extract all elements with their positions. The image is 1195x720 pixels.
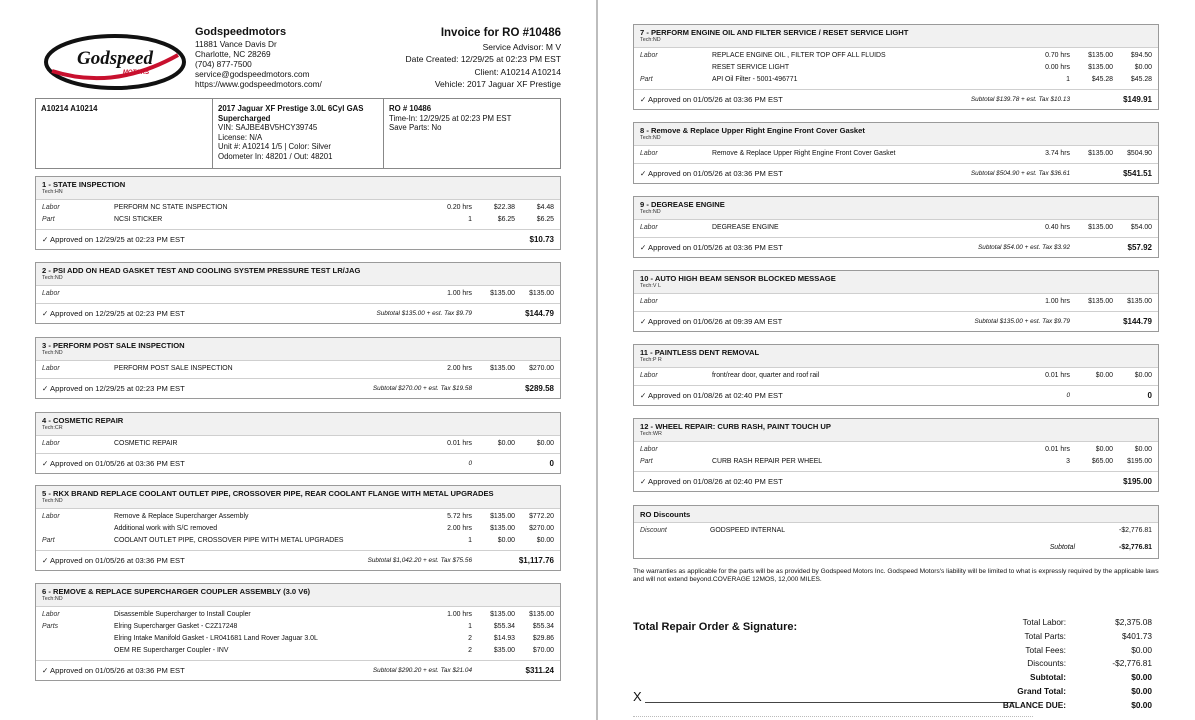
job-title: 6 - REMOVE & REPLACE SUPERCHARGER COUPLER ASSEMBLY (3.0 V6) [42, 587, 311, 596]
job-line [36, 363, 560, 375]
job-line [634, 444, 1158, 456]
job-title: 2 - PSI ADD ON HEAD GASKET TEST AND COOLING SYSTEM PRESSURE TEST LR/JAG [42, 266, 361, 275]
line-rate: $135.00 [1088, 52, 1113, 59]
line-qty: 1 [468, 623, 472, 630]
line-rate: $135.00 [490, 290, 515, 297]
discount-desc: GODSPEED INTERNAL [710, 527, 786, 534]
ro-discounts-box [633, 505, 1159, 559]
job-header [36, 263, 560, 286]
job-total: $311.24 [525, 666, 554, 675]
line-qty: 0.00 hrs [1045, 64, 1070, 71]
totals-block [922, 617, 1152, 714]
invoice-page-left [0, 0, 596, 720]
job-subtotal: Subtotal $270.00 + est. Tax $19.58 [372, 385, 472, 392]
shop-address-line1: 11881 Vance Davis Dr [195, 39, 277, 49]
line-qty: 2 [468, 635, 472, 642]
job-line [36, 633, 560, 645]
job-total: $144.79 [525, 309, 554, 318]
line-amount: $94.50 [1130, 52, 1152, 59]
line-desc: PERFORM POST SALE INSPECTION [114, 365, 233, 372]
shop-email[interactable]: service@godspeedmotors.com [195, 69, 310, 79]
line-amount: $0.00 [1134, 64, 1152, 71]
job-box [35, 583, 561, 681]
job-line [634, 74, 1158, 86]
job-box [633, 418, 1159, 492]
job-approved: ✓ Approved on 01/05/26 at 03:36 PM EST [42, 459, 185, 468]
line-desc: DEGREASE ENGINE [712, 224, 779, 231]
ro-info-box [35, 98, 561, 169]
discount-subtotal-row [634, 539, 1158, 557]
service-advisor: Service Advisor: M V [482, 42, 561, 52]
job-lines [36, 436, 560, 453]
job-footer [36, 660, 560, 680]
job-box [633, 122, 1159, 184]
job-total: $57.92 [1127, 243, 1152, 252]
totals-row [922, 645, 1152, 659]
job-line [36, 523, 560, 535]
signature-x: X [633, 689, 642, 704]
line-desc: Remove & Replace Upper Right Engine Front Cover Gasket [712, 150, 896, 157]
job-lines [634, 220, 1158, 237]
job-subtotal: 0 [468, 460, 472, 467]
job-tech: Tech:ND [42, 596, 63, 602]
line-rate: $55.34 [493, 623, 515, 630]
discount-subtotal: -$2,776.81 [1119, 544, 1152, 551]
ro-info-line: Time-In: 12/29/25 at 02:23 PM EST [389, 113, 512, 123]
shop-website[interactable]: https://www.godspeedmotors.com/ [195, 79, 322, 89]
line-amount: $55.34 [532, 623, 554, 630]
line-rate: $0.00 [497, 537, 515, 544]
job-line [634, 50, 1158, 62]
line-amount: $135.00 [529, 290, 554, 297]
line-qty: 1 [468, 537, 472, 544]
job-box [35, 176, 561, 250]
discount-type: Discount [640, 527, 667, 534]
job-lines [36, 286, 560, 303]
job-tech: Tech:V L [640, 283, 661, 289]
job-header [36, 338, 560, 361]
line-rate: $135.00 [490, 525, 515, 532]
job-header [36, 413, 560, 436]
job-title: 10 - AUTO HIGH BEAM SENSOR BLOCKED MESSAGE [640, 274, 836, 283]
logo-text: Godspeed [77, 48, 153, 69]
job-footer [634, 163, 1158, 183]
job-approved: ✓ Approved on 01/05/26 at 03:36 PM EST [640, 95, 783, 104]
job-box [35, 262, 561, 324]
line-type: Part [42, 537, 55, 544]
line-qty: 2 [468, 647, 472, 654]
line-type: Labor [42, 365, 60, 372]
line-type: Labor [42, 204, 60, 211]
line-qty: 0.40 hrs [1045, 224, 1070, 231]
line-qty: 0.01 hrs [1045, 446, 1070, 453]
vehicle: Vehicle: 2017 Jaguar XF Prestige [434, 79, 561, 90]
job-line [36, 609, 560, 621]
job-lines [36, 607, 560, 660]
job-line [36, 214, 560, 226]
job-total: $10.73 [529, 235, 554, 244]
line-qty: 0.01 hrs [1045, 372, 1070, 379]
invoice-page-right [598, 0, 1195, 720]
line-rate: $65.00 [1091, 458, 1113, 465]
job-header [634, 419, 1158, 442]
job-line [634, 370, 1158, 382]
line-qty: 1.00 hrs [1045, 298, 1070, 305]
totals-value: $401.73 [1122, 630, 1152, 641]
line-rate: $35.00 [493, 647, 515, 654]
discounts-title: RO Discounts [634, 506, 1158, 523]
job-approved: ✓ Approved on 01/05/26 at 03:36 PM EST [42, 556, 185, 565]
line-rate: $0.00 [497, 440, 515, 447]
logo-subtext: MOTORS [122, 70, 150, 76]
line-type: Part [640, 458, 653, 465]
line-qty: 3.74 hrs [1045, 150, 1070, 157]
totals-row [922, 686, 1152, 700]
line-desc: Disassemble Supercharger to Install Coupler [114, 611, 251, 618]
line-type: Labor [640, 150, 658, 157]
totals-label: Total Fees: [1025, 644, 1066, 655]
job-tech: Tech:ND [42, 350, 63, 356]
job-subtotal: Subtotal $290.20 + est. Tax $21.04 [372, 667, 472, 674]
job-total: $144.79 [1123, 317, 1152, 326]
line-desc: PERFORM NC STATE INSPECTION [114, 204, 228, 211]
line-amount: $772.20 [529, 513, 554, 520]
line-desc: OEM RE Supercharger Coupler - INV [114, 647, 229, 654]
job-approved: ✓ Approved on 01/08/26 at 02:40 PM EST [640, 391, 783, 400]
line-amount: $45.28 [1130, 76, 1152, 83]
line-type: Labor [640, 298, 658, 305]
line-type: Labor [640, 52, 658, 59]
job-title: 12 - WHEEL REPAIR: CURB RASH, PAINT TOUCH UP [640, 422, 831, 431]
job-header [634, 345, 1158, 368]
totals-row [922, 631, 1152, 645]
vehicle-info-line: 2017 Jaguar XF Prestige 3.0L 6Cyl GAS [218, 104, 364, 113]
totals-value: $0.00 [1131, 644, 1152, 655]
job-lines [36, 200, 560, 229]
line-qty: 0.01 hrs [447, 440, 472, 447]
totals-label: Total Labor: [1022, 617, 1066, 627]
vehicle-info-line: VIN: SAJBE4BV5HCY39745 [218, 123, 318, 133]
job-total: $541.51 [1123, 169, 1152, 178]
job-title: 3 - PERFORM POST SALE INSPECTION [42, 341, 185, 350]
line-qty: 1.00 hrs [447, 611, 472, 618]
godspeed-logo [44, 33, 187, 91]
job-lines [36, 509, 560, 550]
job-line [634, 148, 1158, 160]
line-desc: CURB RASH REPAIR PER WHEEL [712, 458, 823, 465]
line-type: Part [640, 76, 653, 83]
discount-line [634, 523, 1158, 539]
job-tech: Tech:ND [640, 135, 661, 141]
job-footer [36, 453, 560, 473]
totals-label: Subtotal: [1030, 672, 1066, 683]
job-tech: Tech:WR [640, 431, 662, 437]
vehicle-info-line: Unit #: A10214 1/5 | Color: Silver [218, 142, 331, 152]
discount-subtotal-label: Subtotal [1049, 544, 1075, 551]
date-created: Date Created: 12/29/25 at 02:23 PM EST [405, 54, 561, 65]
line-amount: $135.00 [1127, 298, 1152, 305]
line-desc: Remove & Replace Supercharger Assembly [114, 513, 249, 520]
line-rate: $22.38 [493, 204, 515, 211]
job-lines [634, 48, 1158, 89]
line-qty: 2.00 hrs [447, 365, 472, 372]
line-rate: $45.28 [1091, 76, 1113, 83]
job-footer [36, 303, 560, 323]
job-tech: Tech:CR [42, 425, 63, 431]
job-approved: ✓ Approved on 01/05/26 at 03:36 PM EST [640, 243, 783, 252]
job-line [634, 62, 1158, 74]
job-footer [36, 550, 560, 570]
job-title: 4 - COSMETIC REPAIR [42, 416, 124, 425]
job-footer [634, 311, 1158, 331]
job-line [36, 288, 560, 300]
job-line [634, 222, 1158, 234]
totals-value: $0.00 [1131, 685, 1152, 696]
totals-label: Discounts: [1027, 658, 1066, 669]
job-header [634, 25, 1158, 48]
line-desc: front/rear door, quarter and roof rail [712, 372, 820, 379]
job-footer [36, 229, 560, 249]
job-approved: ✓ Approved on 01/05/26 at 03:36 PM EST [640, 169, 783, 178]
invoice-header [406, 26, 561, 91]
job-box [633, 196, 1159, 258]
vehicle-info-line: Supercharged [218, 113, 271, 123]
totals-row [922, 658, 1152, 672]
job-title: 11 - PAINTLESS DENT REMOVAL [640, 348, 760, 357]
job-line [634, 296, 1158, 308]
line-qty: 1 [1066, 76, 1070, 83]
job-total: $149.91 [1123, 95, 1152, 104]
job-lines [36, 361, 560, 378]
job-total: $195.00 [1123, 477, 1152, 486]
job-lines [634, 368, 1158, 385]
job-header [634, 123, 1158, 146]
line-rate: $135.00 [490, 611, 515, 618]
job-subtotal: 0 [1066, 392, 1070, 399]
totals-value: $0.00 [1131, 699, 1152, 710]
job-header [634, 197, 1158, 220]
line-qty: 3 [1066, 458, 1070, 465]
line-type: Labor [42, 290, 60, 297]
line-qty: 0.70 hrs [1045, 52, 1070, 59]
shop-phone[interactable]: (704) 877-7500 [195, 59, 252, 69]
job-header [36, 584, 560, 607]
vehicle-info-line: License: N/A [218, 132, 263, 142]
job-tech: Tech:P R [640, 357, 662, 363]
totals-row [922, 617, 1152, 631]
job-footer [634, 471, 1158, 491]
totals-label: Grand Total: [1017, 685, 1066, 696]
job-approved: ✓ Approved on 01/06/26 at 09:39 AM EST [640, 317, 783, 326]
line-rate: $135.00 [1088, 298, 1113, 305]
line-amount: $0.00 [1134, 446, 1152, 453]
line-rate: $6.25 [497, 216, 515, 223]
job-box [35, 485, 561, 571]
line-qty: 0.20 hrs [447, 204, 472, 211]
line-type: Labor [42, 440, 60, 447]
job-header [36, 177, 560, 200]
line-amount: $4.48 [536, 204, 554, 211]
shop-contact [195, 26, 322, 89]
invoice-title: Invoice for RO #10486 [440, 27, 561, 39]
line-amount: $0.00 [536, 537, 554, 544]
job-lines [634, 294, 1158, 311]
line-desc: RESET SERVICE LIGHT [712, 64, 790, 71]
job-footer [634, 237, 1158, 257]
line-qty: 2.00 hrs [447, 525, 472, 532]
line-type: Labor [640, 372, 658, 379]
line-desc: REPLACE ENGINE OIL , FILTER TOP OFF ALL FLUIDS [712, 52, 886, 59]
job-tech: Tech:HN [42, 189, 63, 195]
job-lines [634, 146, 1158, 163]
line-rate: $135.00 [490, 513, 515, 520]
line-desc: Additional work with S/C removed [114, 525, 218, 532]
line-amount: $504.90 [1127, 150, 1152, 157]
line-type: Labor [42, 513, 60, 520]
line-rate: $135.00 [490, 365, 515, 372]
line-rate: $0.00 [1095, 446, 1113, 453]
line-type: Parts [42, 623, 59, 630]
totals-label: Total Parts: [1024, 630, 1066, 641]
job-line [36, 621, 560, 633]
line-rate: $14.93 [493, 635, 515, 642]
job-tech: Tech:ND [640, 209, 661, 215]
job-footer [634, 385, 1158, 405]
job-line [36, 202, 560, 214]
line-amount: $195.00 [1127, 458, 1152, 465]
signature-title: Total Repair Order & Signature: [633, 621, 798, 633]
line-amount: $54.00 [1130, 224, 1152, 231]
line-rate: $135.00 [1088, 224, 1113, 231]
line-rate: $0.00 [1095, 372, 1113, 379]
line-amount: $270.00 [529, 525, 554, 532]
line-amount: $6.25 [536, 216, 554, 223]
job-subtotal: Subtotal $139.78 + est. Tax $10.13 [970, 96, 1070, 103]
job-header [634, 271, 1158, 294]
totals-value: $2,375.08 [1115, 617, 1152, 627]
shop-address-line2: Charlotte, NC 28269 [195, 49, 271, 59]
vehicle-info-line: Odometer In: 48201 / Out: 48201 [218, 151, 333, 161]
job-box [35, 337, 561, 399]
line-desc: COOLANT OUTLET PIPE, CROSSOVER PIPE WITH METAL UPGRADES [114, 537, 344, 544]
page-footer-cut [633, 716, 1033, 720]
job-subtotal: Subtotal $135.00 + est. Tax $9.79 [376, 310, 472, 317]
job-line [36, 438, 560, 450]
job-footer [634, 89, 1158, 109]
job-tech: Tech:ND [640, 37, 661, 43]
shop-name: Godspeedmotors [195, 26, 287, 38]
job-title: 5 - RKX BRAND REPLACE COOLANT OUTLET PIPE, CROSSOVER PIPE, REAR COOLANT FLANGE WITH METAL UPGRADES [42, 489, 494, 498]
job-box [633, 24, 1159, 110]
totals-row [922, 672, 1152, 686]
line-amount: $135.00 [529, 611, 554, 618]
ro-info-line: Save Parts: No [389, 123, 442, 133]
job-subtotal: Subtotal $1,042.20 + est. Tax $75.56 [367, 557, 472, 564]
job-box [633, 344, 1159, 406]
line-qty: 5.72 hrs [447, 513, 472, 520]
line-amount: $29.86 [532, 635, 554, 642]
ro-info-line: RO # 10486 [389, 104, 432, 113]
line-type: Part [42, 216, 55, 223]
line-type: Labor [640, 224, 658, 231]
totals-value: -$2,776.81 [1112, 658, 1152, 669]
line-amount: $270.00 [529, 365, 554, 372]
job-title: 9 - DEGREASE ENGINE [640, 200, 725, 209]
job-subtotal: Subtotal $54.00 + est. Tax $3.92 [978, 244, 1070, 251]
client: Client: A10214 A10214 [474, 66, 561, 77]
job-total: 0 [549, 459, 554, 468]
line-type: Labor [42, 611, 60, 618]
line-qty: 1 [468, 216, 472, 223]
job-approved: ✓ Approved on 12/29/25 at 02:23 PM EST [42, 384, 185, 393]
totals-row [922, 700, 1152, 714]
line-amount: $0.00 [1134, 372, 1152, 379]
line-rate: $135.00 [1088, 150, 1113, 157]
job-title: 1 - STATE INSPECTION [42, 180, 126, 189]
job-box [35, 412, 561, 474]
job-header [36, 486, 560, 509]
discount-amount: -$2,776.81 [1119, 527, 1152, 534]
job-approved: ✓ Approved on 12/29/25 at 02:23 PM EST [42, 309, 185, 318]
job-approved: ✓ Approved on 01/05/26 at 03:36 PM EST [42, 666, 185, 675]
job-approved: ✓ Approved on 12/29/25 at 02:23 PM EST [42, 235, 185, 244]
job-line [634, 456, 1158, 468]
job-title: 8 - Remove & Replace Upper Right Engine Front Cover Gasket [640, 126, 865, 135]
job-footer [36, 378, 560, 398]
job-approved: ✓ Approved on 01/08/26 at 02:40 PM EST [640, 477, 783, 486]
warranty-text: The warranties as applicable for the parts will be as provided by Godspeed Motors Inc. Godspeed Motors's liability will be limited to what is expressly required by the applicable laws and will not extend beyond.COVERAGE 12MOS, 12,000 MILES. [633, 568, 1159, 584]
job-line [36, 645, 560, 657]
line-desc: COSMETIC REPAIR [114, 440, 178, 447]
totals-label: BALANCE DUE: [1002, 699, 1066, 710]
job-total: 0 [1147, 391, 1152, 400]
line-desc: Elring Supercharger Gasket - C2Z17248 [114, 623, 238, 630]
job-line [36, 511, 560, 523]
line-qty: 1.00 hrs [447, 290, 472, 297]
line-amount: $0.00 [536, 440, 554, 447]
job-tech: Tech:ND [42, 275, 63, 281]
totals-value: $0.00 [1131, 672, 1152, 683]
job-subtotal: Subtotal $135.00 + est. Tax $9.79 [974, 318, 1070, 325]
job-total: $1,117.76 [518, 556, 554, 565]
line-rate: $135.00 [1088, 64, 1113, 71]
job-total: $289.58 [525, 384, 554, 393]
line-desc: API Oil Filter - 5001-496771 [712, 76, 798, 83]
line-amount: $70.00 [532, 647, 554, 654]
job-line [36, 535, 560, 547]
job-title: 7 - PERFORM ENGINE OIL AND FILTER SERVICE / RESET SERVICE LIGHT [640, 28, 909, 37]
vehicle-cell [213, 99, 384, 168]
ro-cell [384, 99, 560, 168]
job-lines [634, 442, 1158, 471]
job-box [633, 270, 1159, 332]
line-desc: NCSI STICKER [114, 216, 163, 223]
line-desc: Elring Intake Manifold Gasket - LR041681 Land Rover Jaguar 3.0L [114, 635, 318, 642]
job-tech: Tech:ND [42, 498, 63, 504]
job-subtotal: Subtotal $504.90 + est. Tax $36.61 [970, 170, 1070, 177]
customer-cell: A10214 A10214 [36, 99, 213, 168]
line-type: Labor [640, 446, 658, 453]
